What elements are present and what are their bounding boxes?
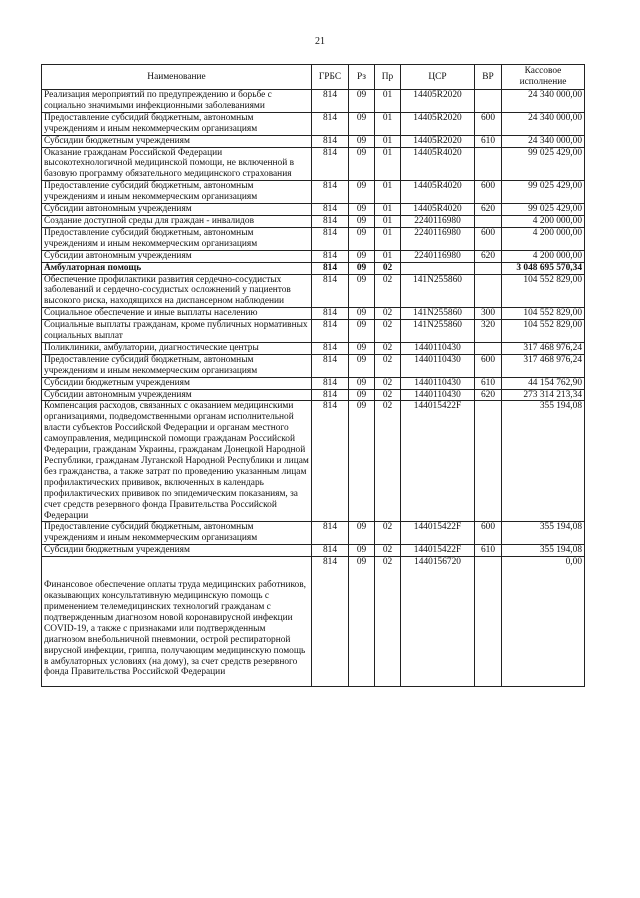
cell-vr xyxy=(475,274,502,308)
cell-amount: 24 340 000,00 xyxy=(502,112,585,135)
table-row xyxy=(42,557,585,687)
cell-csr: 2240116980 xyxy=(401,215,475,227)
table-row xyxy=(42,112,585,135)
cell-vr xyxy=(475,147,502,181)
cell-name: Субсидии автономным учреждениям xyxy=(42,250,312,262)
cell-amount: 355 194,08 xyxy=(502,545,585,557)
cell-grbs: 814 xyxy=(312,215,349,227)
cell-name: Субсидии автономным учреждениям xyxy=(42,204,312,216)
budget-table xyxy=(41,64,585,687)
cell-csr: 1440110430 xyxy=(401,342,475,354)
cell-pr: 01 xyxy=(375,204,401,216)
cell-vr: 320 xyxy=(475,320,502,343)
cell-vr: 600 xyxy=(475,112,502,135)
table-row xyxy=(42,227,585,250)
cell-vr: 620 xyxy=(475,250,502,262)
cell-amount: 317 468 976,24 xyxy=(502,354,585,377)
cell-rz: 09 xyxy=(349,227,375,250)
cell-grbs: 814 xyxy=(312,112,349,135)
cell-pr: 01 xyxy=(375,112,401,135)
table-row xyxy=(42,377,585,389)
cell-pr: 01 xyxy=(375,147,401,181)
cell-vr: 600 xyxy=(475,522,502,545)
cell-grbs: 814 xyxy=(312,262,349,274)
cell-csr: 14405R4020 xyxy=(401,181,475,204)
cell-name: Субсидии автономным учреждениям xyxy=(42,389,312,401)
cell-pr: 02 xyxy=(375,401,401,522)
cell-pr: 02 xyxy=(375,377,401,389)
cell-amount: 4 200 000,00 xyxy=(502,250,585,262)
cell-vr xyxy=(475,215,502,227)
cell-amount: 273 314 213,34 xyxy=(502,389,585,401)
cell-name: Социальное обеспечение и иные выплаты населению xyxy=(42,308,312,320)
cell-amount: 99 025 429,00 xyxy=(502,181,585,204)
cell-pr: 02 xyxy=(375,354,401,377)
cell-rz: 09 xyxy=(349,354,375,377)
cell-pr: 02 xyxy=(375,262,401,274)
cell-pr: 02 xyxy=(375,389,401,401)
cell-pr: 02 xyxy=(375,557,401,687)
cell-name: Социальные выплаты гражданам, кроме публичных нормативных социальных выплат xyxy=(42,320,312,343)
cell-rz: 09 xyxy=(349,147,375,181)
cell-vr xyxy=(475,557,502,687)
cell-grbs: 814 xyxy=(312,377,349,389)
cell-name: Предоставление субсидий бюджетным, автономным учреждениям и иным некоммерческим организациям xyxy=(42,181,312,204)
cell-csr: 141N255860 xyxy=(401,308,475,320)
cell-amount: 3 048 695 570,34 xyxy=(502,262,585,274)
cell-amount: 24 340 000,00 xyxy=(502,135,585,147)
cell-pr: 01 xyxy=(375,227,401,250)
cell-csr: 14405R4020 xyxy=(401,204,475,216)
cell-name: Субсидии бюджетным учреждениям xyxy=(42,135,312,147)
cell-csr: 1440110430 xyxy=(401,389,475,401)
cell-rz: 09 xyxy=(349,204,375,216)
cell-amount: 4 200 000,00 xyxy=(502,215,585,227)
header-pr: Пр xyxy=(375,65,401,90)
cell-pr: 01 xyxy=(375,90,401,113)
cell-rz: 09 xyxy=(349,545,375,557)
table-header-row xyxy=(42,65,585,90)
cell-name: Поликлиники, амбулатории, диагностические центры xyxy=(42,342,312,354)
cell-grbs: 814 xyxy=(312,401,349,522)
cell-vr: 600 xyxy=(475,354,502,377)
table-row xyxy=(42,308,585,320)
table-row xyxy=(42,250,585,262)
cell-pr: 01 xyxy=(375,215,401,227)
cell-grbs: 814 xyxy=(312,342,349,354)
cell-amount: 104 552 829,00 xyxy=(502,274,585,308)
cell-csr: 14405R2020 xyxy=(401,112,475,135)
cell-grbs: 814 xyxy=(312,545,349,557)
cell-name: Амбулаторная помощь xyxy=(42,262,312,274)
header-amount: Кассовое исполнение xyxy=(502,65,585,90)
cell-csr: 144015422F xyxy=(401,401,475,522)
cell-grbs: 814 xyxy=(312,204,349,216)
cell-name: Реализация мероприятий по предупреждению и борьбе с социально значимыми инфекционными заболеваниями xyxy=(42,90,312,113)
table-row xyxy=(42,522,585,545)
cell-grbs: 814 xyxy=(312,320,349,343)
table-row xyxy=(42,135,585,147)
cell-amount: 24 340 000,00 xyxy=(502,90,585,113)
cell-rz: 09 xyxy=(349,90,375,113)
cell-pr: 02 xyxy=(375,545,401,557)
header-grbs: ГРБС xyxy=(312,65,349,90)
cell-grbs: 814 xyxy=(312,557,349,687)
cell-vr xyxy=(475,262,502,274)
cell-amount: 104 552 829,00 xyxy=(502,320,585,343)
cell-grbs: 814 xyxy=(312,90,349,113)
cell-csr: 2240116980 xyxy=(401,250,475,262)
cell-csr: 144015422F xyxy=(401,545,475,557)
cell-grbs: 814 xyxy=(312,227,349,250)
cell-name: Компенсация расходов, связанных с оказанием медицинскими организациями, подведомственными органам исполнительной власти субъектов Российской Федерации и органам местного самоуправления, медицинской помощи гражданам Российской Федерации, гражданам Украины, гражданам Донецкой Народной Республики, гражданам Луганской Народной Республики и лицам без гражданства, а также затрат по проведению указанным лицам профилактических прививок, включенных в календарь профилактических прививок по эпидемическим показаниям, за счет средств резервного фонда Правительства Российской Федерации xyxy=(42,401,312,522)
cell-rz: 09 xyxy=(349,112,375,135)
table-row xyxy=(42,215,585,227)
table-row xyxy=(42,342,585,354)
cell-name: Обеспечение профилактики развития сердечно-сосудистых заболеваний и сердечно-сосудистых осложнений у пациентов высокого риска, находящихся на диспансерном наблюдении xyxy=(42,274,312,308)
cell-rz: 09 xyxy=(349,262,375,274)
cell-name: Предоставление субсидий бюджетным, автономным учреждениям и иным некоммерческим организациям xyxy=(42,354,312,377)
cell-vr xyxy=(475,342,502,354)
cell-amount: 99 025 429,00 xyxy=(502,147,585,181)
cell-pr: 02 xyxy=(375,308,401,320)
cell-grbs: 814 xyxy=(312,135,349,147)
header-rz: Рз xyxy=(349,65,375,90)
cell-name: Финансовое обеспечение оплаты труда медицинских работников, оказывающих консультативную медицинскую помощь с применением телемедицинских технологий гражданам с подтвержденным диагнозом новой коронавирусной инфекции COVID-19, а также с признаками или подтвержденным диагнозом внебольничной пневмонии, острой респираторной вирусной инфекции, гриппа, получающим медицинскую помощь в амбулаторных условиях (на дому), за счет средств резервного фонда Правительства Российской Федерации xyxy=(42,557,312,687)
cell-grbs: 814 xyxy=(312,181,349,204)
cell-vr: 600 xyxy=(475,227,502,250)
cell-name: Субсидии бюджетным учреждениям xyxy=(42,377,312,389)
cell-vr xyxy=(475,401,502,522)
page-number: 21 xyxy=(315,36,325,47)
cell-csr: 144015422F xyxy=(401,522,475,545)
cell-csr: 14405R2020 xyxy=(401,90,475,113)
cell-name: Предоставление субсидий бюджетным, автономным учреждениям и иным некоммерческим организациям xyxy=(42,112,312,135)
table-row xyxy=(42,262,585,274)
cell-grbs: 814 xyxy=(312,522,349,545)
cell-csr: 14405R4020 xyxy=(401,147,475,181)
table-body xyxy=(42,90,585,687)
cell-rz: 09 xyxy=(349,135,375,147)
cell-csr: 141N255860 xyxy=(401,320,475,343)
table-row xyxy=(42,354,585,377)
cell-csr: 1440110430 xyxy=(401,354,475,377)
cell-rz: 09 xyxy=(349,250,375,262)
cell-pr: 02 xyxy=(375,274,401,308)
cell-csr: 1440110430 xyxy=(401,377,475,389)
table-row xyxy=(42,147,585,181)
header-vr: ВР xyxy=(475,65,502,90)
cell-vr: 610 xyxy=(475,135,502,147)
cell-pr: 01 xyxy=(375,181,401,204)
cell-rz: 09 xyxy=(349,308,375,320)
cell-csr xyxy=(401,262,475,274)
cell-vr xyxy=(475,90,502,113)
table-row xyxy=(42,90,585,113)
cell-vr: 600 xyxy=(475,181,502,204)
cell-name: Оказание гражданам Российской Федерации высокотехнологичной медицинской помощи, не включенной в базовую программу обязательного медицинского страхования xyxy=(42,147,312,181)
cell-rz: 09 xyxy=(349,522,375,545)
cell-vr: 610 xyxy=(475,377,502,389)
cell-name: Создание доступной среды для граждан - инвалидов xyxy=(42,215,312,227)
cell-csr: 14405R2020 xyxy=(401,135,475,147)
cell-csr: 1440156720 xyxy=(401,557,475,687)
table-row xyxy=(42,204,585,216)
cell-name: Субсидии бюджетным учреждениям xyxy=(42,545,312,557)
cell-rz: 09 xyxy=(349,557,375,687)
cell-amount: 355 194,08 xyxy=(502,401,585,522)
cell-rz: 09 xyxy=(349,320,375,343)
table-row xyxy=(42,320,585,343)
cell-pr: 01 xyxy=(375,135,401,147)
cell-grbs: 814 xyxy=(312,147,349,181)
cell-grbs: 814 xyxy=(312,389,349,401)
cell-csr: 141N255860 xyxy=(401,274,475,308)
table-row xyxy=(42,401,585,522)
cell-amount: 317 468 976,24 xyxy=(502,342,585,354)
table-row xyxy=(42,545,585,557)
cell-rz: 09 xyxy=(349,342,375,354)
cell-vr: 610 xyxy=(475,545,502,557)
cell-rz: 09 xyxy=(349,181,375,204)
cell-vr: 620 xyxy=(475,204,502,216)
cell-name: Предоставление субсидий бюджетным, автономным учреждениям и иным некоммерческим организациям xyxy=(42,522,312,545)
table-row xyxy=(42,274,585,308)
cell-rz: 09 xyxy=(349,377,375,389)
cell-vr: 300 xyxy=(475,308,502,320)
cell-amount: 99 025 429,00 xyxy=(502,204,585,216)
cell-rz: 09 xyxy=(349,401,375,522)
cell-rz: 09 xyxy=(349,389,375,401)
cell-pr: 02 xyxy=(375,320,401,343)
cell-amount: 104 552 829,00 xyxy=(502,308,585,320)
table-row xyxy=(42,181,585,204)
cell-grbs: 814 xyxy=(312,274,349,308)
cell-amount: 4 200 000,00 xyxy=(502,227,585,250)
cell-vr: 620 xyxy=(475,389,502,401)
cell-rz: 09 xyxy=(349,215,375,227)
cell-amount: 355 194,08 xyxy=(502,522,585,545)
cell-grbs: 814 xyxy=(312,308,349,320)
cell-csr: 2240116980 xyxy=(401,227,475,250)
cell-grbs: 814 xyxy=(312,250,349,262)
cell-name: Предоставление субсидий бюджетным, автономным учреждениям и иным некоммерческим организациям xyxy=(42,227,312,250)
cell-amount: 44 154 762,90 xyxy=(502,377,585,389)
cell-pr: 01 xyxy=(375,250,401,262)
cell-grbs: 814 xyxy=(312,354,349,377)
cell-amount: 0,00 xyxy=(502,557,585,687)
table-row xyxy=(42,389,585,401)
header-csr: ЦСР xyxy=(401,65,475,90)
cell-pr: 02 xyxy=(375,342,401,354)
header-name: Наименование xyxy=(42,65,312,90)
cell-rz: 09 xyxy=(349,274,375,308)
cell-pr: 02 xyxy=(375,522,401,545)
